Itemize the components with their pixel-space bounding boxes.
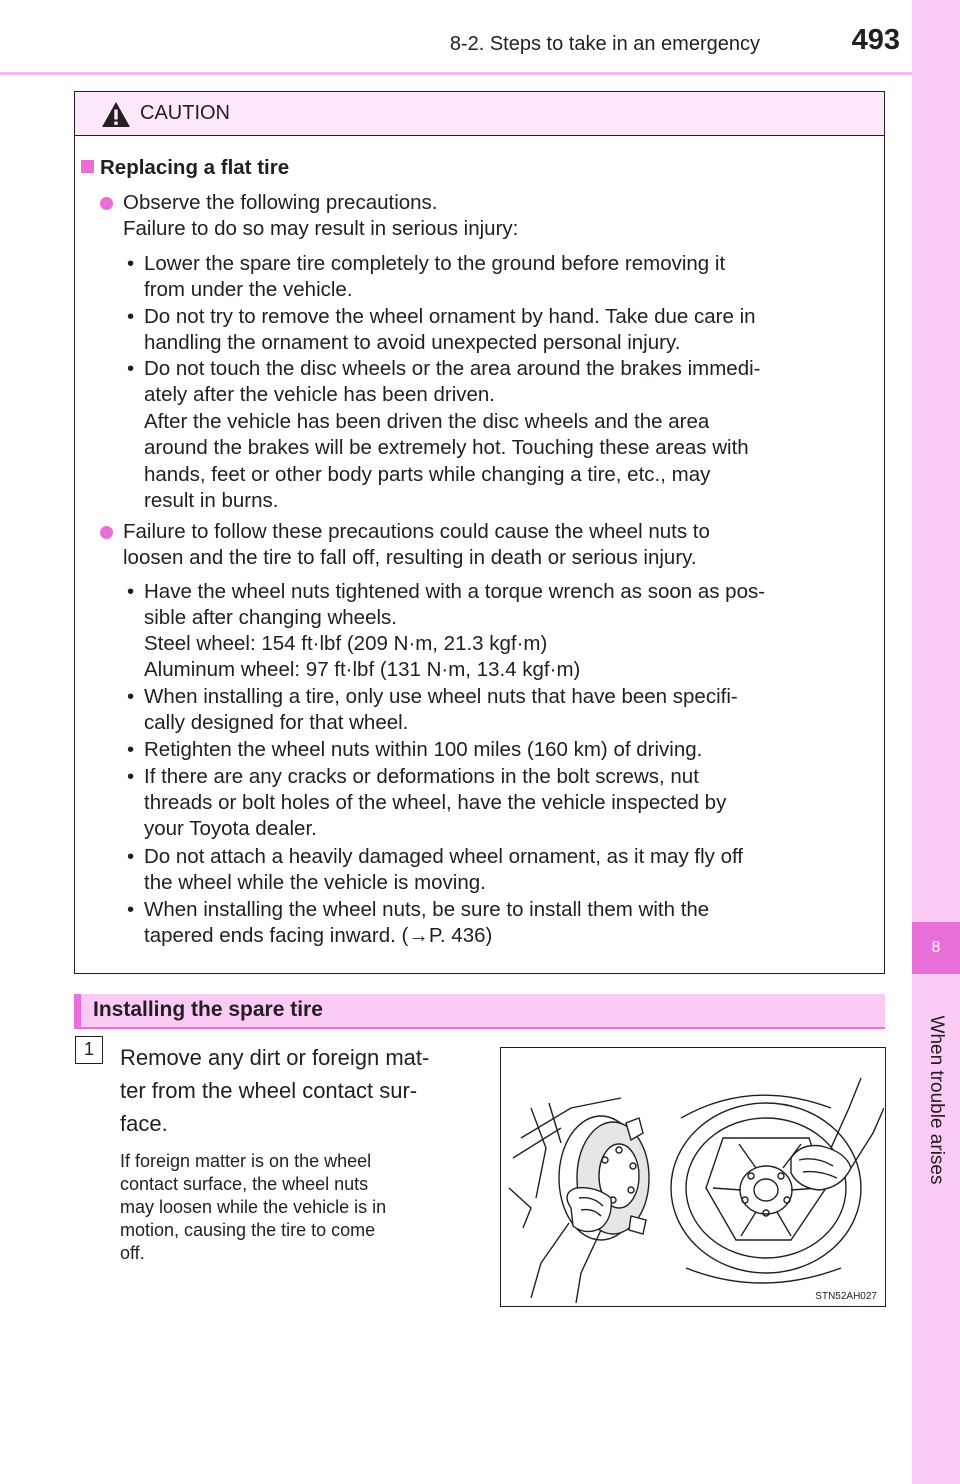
- caution-label: CAUTION: [140, 102, 230, 124]
- caution-lead: Failure to follow these precautions could cause the wheel nuts to: [123, 520, 710, 543]
- circle-bullet-icon: [100, 526, 113, 539]
- left-hand-drawing: [531, 1188, 611, 1303]
- header-divider: [0, 72, 912, 75]
- caution-section-title: Replacing a flat tire: [81, 156, 289, 180]
- section-heading-bar: [74, 994, 885, 1029]
- step-detail: [120, 1150, 477, 1265]
- caution-item-line: Do not try to remove the wheel ornament by hand. Take due care in: [144, 305, 756, 328]
- spare-wheel-drawing: [671, 1095, 861, 1283]
- wheel-cleaning-illustration: [500, 1047, 886, 1307]
- step-detail-line: If foreign matter is on the wheel: [120, 1151, 372, 1171]
- caution-item-line: your Toyota dealer.: [144, 817, 317, 840]
- caution-item-line: Have the wheel nuts tightened with a torque wrench as soon as pos-: [144, 580, 766, 603]
- figure-code: STN52AH027: [815, 1291, 877, 1302]
- caution-item-line: tapered ends facing inward. (→P. 436): [144, 924, 493, 947]
- bullet-dot: •: [127, 252, 135, 275]
- caution-item-line: result in burns.: [144, 489, 279, 512]
- step-detail-line: may loosen while the vehicle is in: [120, 1197, 387, 1217]
- caution-item-line: from under the vehicle.: [144, 278, 353, 301]
- chapter-title-vertical: When trouble arises: [926, 1015, 947, 1185]
- caution-item-line: If there are any cracks or deformations in the bolt screws, nut: [144, 765, 699, 788]
- caution-lead-cont: Failure to do so may result in serious injury:: [123, 217, 519, 240]
- circle-bullet-icon: [100, 197, 113, 210]
- wheel-illustration-drawing: [501, 1048, 884, 1305]
- caution-item-line: handling the ornament to avoid unexpected personal injury.: [144, 331, 681, 354]
- bullet-dot: •: [127, 685, 135, 708]
- bullet-dot: •: [127, 845, 135, 868]
- caution-item-line: Do not attach a heavily damaged wheel ornament, as it may fly off: [144, 845, 744, 868]
- step-instruction: [120, 1041, 477, 1140]
- caution-item-line: After the vehicle has been driven the disc wheels and the area: [144, 410, 710, 433]
- step-detail-line: contact surface, the wheel nuts: [120, 1174, 369, 1194]
- bullet-dot: •: [127, 357, 135, 380]
- caution-item-line: threads or bolt holes of the wheel, have the vehicle inspected by: [144, 791, 727, 814]
- section-heading-accent: [74, 994, 81, 1027]
- caution-item-line: When installing a tire, only use wheel nuts that have been specifi-: [144, 685, 738, 708]
- caution-item-line: Retighten the wheel nuts within 100 miles (160 km) of driving.: [144, 738, 703, 761]
- caution-item-line: ately after the vehicle has been driven.: [144, 383, 495, 406]
- caution-lead: Observe the following precautions.: [123, 191, 438, 214]
- caution-box: [74, 91, 885, 974]
- caution-item-line: Lower the spare tire completely to the ground before removing it: [144, 252, 726, 275]
- step-instruction-line: face.: [120, 1111, 168, 1136]
- caution-item-line: Aluminum wheel: 97 ft·lbf (131 N·m, 13.4 kgf·m): [144, 658, 581, 681]
- page-number: 493: [851, 24, 900, 56]
- step-instruction-line: Remove any dirt or foreign mat-: [120, 1045, 430, 1070]
- warning-triangle-icon: [101, 101, 131, 129]
- caution-item-line: When installing the wheel nuts, be sure to install them with the: [144, 898, 710, 921]
- step-number-box: 1: [75, 1036, 103, 1064]
- chapter-side-tab: [912, 0, 960, 1484]
- bullet-dot: •: [127, 738, 135, 761]
- caution-item-line: around the brakes will be extremely hot. Touching these areas with: [144, 436, 749, 459]
- step-detail-line: off.: [120, 1243, 145, 1263]
- bullet-dot: •: [127, 305, 135, 328]
- caution-item-line: Steel wheel: 154 ft·lbf (209 N·m, 21.3 kgf·m): [144, 632, 548, 655]
- step-detail-line: motion, causing the tire to come: [120, 1220, 376, 1240]
- section-heading-title: Installing the spare tire: [93, 998, 323, 1021]
- header-section-title: 8-2. Steps to take in an emergency: [449, 33, 760, 55]
- bullet-dot: •: [127, 898, 135, 921]
- chapter-number-box: 8: [912, 922, 960, 974]
- caution-item-line: sible after changing wheels.: [144, 606, 397, 629]
- bullet-dot: •: [127, 580, 135, 603]
- step-instruction-line: ter from the wheel contact sur-: [120, 1078, 418, 1103]
- square-bullet-icon: [81, 160, 94, 173]
- bullet-dot: •: [127, 765, 135, 788]
- caution-item-line: the wheel while the vehicle is moving.: [144, 871, 486, 894]
- caution-lead-cont: loosen and the tire to fall off, resulting in death or serious injury.: [123, 546, 697, 569]
- caution-item-line: hands, feet or other body parts while changing a tire, etc., may: [144, 463, 711, 486]
- caution-item-line: Do not touch the disc wheels or the area around the brakes immedi-: [144, 357, 761, 380]
- caution-item-line: cally designed for that wheel.: [144, 711, 409, 734]
- caution-header: [75, 92, 884, 136]
